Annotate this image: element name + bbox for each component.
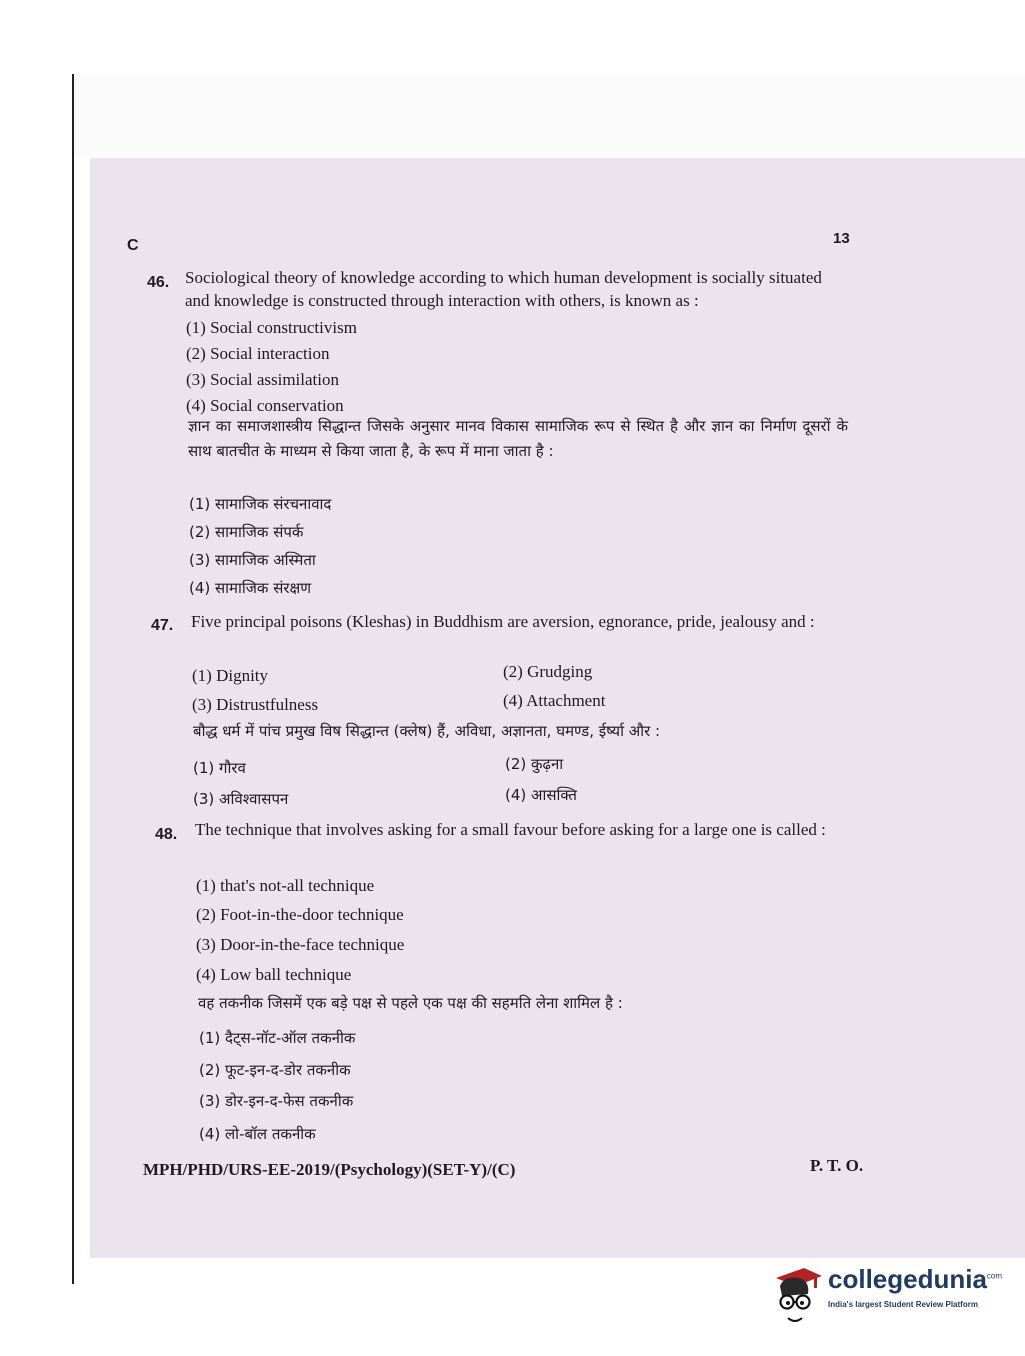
option-hi: (1) दैट्स-नॉट-ऑल तकनीक bbox=[199, 1029, 356, 1047]
option-en: (3) Distrustfulness bbox=[192, 695, 319, 714]
option-en: (2) Grudging bbox=[503, 662, 593, 681]
question-number: 48. bbox=[155, 826, 178, 843]
option-hi: (2) कुढ़ना bbox=[505, 755, 564, 773]
option-en: (1) Social constructivism bbox=[186, 318, 357, 337]
option-en: (2) Social interaction bbox=[186, 344, 330, 363]
brand-tagline: India's largest Student Review Platform bbox=[828, 1300, 978, 1309]
brand-suffix: com bbox=[986, 1271, 1003, 1281]
brand-wordmark: collegedunia bbox=[828, 1264, 987, 1294]
option-en: (1) Dignity bbox=[192, 666, 269, 685]
series-label: C bbox=[127, 237, 139, 254]
question-number: 46. bbox=[147, 274, 170, 291]
question-text-hi: ज्ञान का समाजशास्त्रीय सिद्धान्त जिसके अनुसार मानव विकास सामाजिक रूप से स्थित है और ज्ञान का निर्माण दूसरों के साथ बातचीत के माध्यम से किया जाता है, के रूप में माना जाता है : bbox=[188, 417, 848, 460]
pto-label: P. T. O. bbox=[810, 1156, 864, 1175]
option-hi: (4) सामाजिक संरक्षण bbox=[189, 579, 312, 597]
option-en: (3) Social assimilation bbox=[186, 370, 339, 389]
exam-code: MPH/PHD/URS-EE-2019/(Psychology)(SET-Y)/(C) bbox=[143, 1160, 516, 1179]
option-hi: (3) सामाजिक अस्मिता bbox=[189, 551, 316, 569]
scan-border bbox=[72, 74, 1025, 158]
option-en: (4) Attachment bbox=[503, 691, 606, 710]
option-hi: (4) लो-बॉल तकनीक bbox=[199, 1125, 316, 1143]
brand-name bbox=[828, 1264, 1002, 1295]
question-text-hi: बौद्ध धर्म में पांच प्रमुख विष सिद्धान्त (क्लेष) हैं, अविधा, अज्ञानता, घमण्ड, ईर्ष्या और : bbox=[193, 722, 661, 740]
option-hi: (3) डोर-इन-द-फेस तकनीक bbox=[199, 1092, 354, 1110]
option-en: (2) Foot-in-the-door technique bbox=[196, 905, 404, 924]
question-text-hi: वह तकनीक जिसमें एक बड़े पक्ष से पहले एक पक्ष की सहमति लेना शामिल है : bbox=[198, 994, 623, 1012]
question-text-en: The technique that involves asking for a small favour before asking for a large one is called : bbox=[195, 820, 826, 839]
scan-edge-line bbox=[72, 74, 74, 1284]
option-en: (4) Social conservation bbox=[186, 396, 344, 415]
option-hi: (3) अविश्वासपन bbox=[193, 790, 289, 808]
option-en: (3) Door-in-the-face technique bbox=[196, 935, 405, 954]
question-text-en: Sociological theory of knowledge according to which human development is socially situated and knowledge is constructed through interaction with others, is known as : bbox=[185, 268, 822, 310]
option-en: (4) Low ball technique bbox=[196, 965, 352, 984]
option-hi: (2) फूट-इन-द-डोर तकनीक bbox=[199, 1061, 351, 1079]
graduate-mascot-icon bbox=[770, 1262, 826, 1332]
option-hi: (1) सामाजिक संरचनावाद bbox=[189, 495, 332, 513]
option-hi: (2) सामाजिक संपर्क bbox=[189, 523, 304, 541]
question-text-en: Five principal poisons (Kleshas) in Buddhism are aversion, egnorance, pride, jealousy and : bbox=[191, 612, 815, 631]
option-hi: (4) आसक्ति bbox=[505, 786, 577, 804]
option-en: (1) that's not-all technique bbox=[196, 876, 375, 895]
page-number: 13 bbox=[833, 230, 850, 247]
option-hi: (1) गौरव bbox=[193, 759, 246, 777]
collegedunia-logo bbox=[770, 1262, 1003, 1332]
question-number: 47. bbox=[151, 617, 174, 634]
